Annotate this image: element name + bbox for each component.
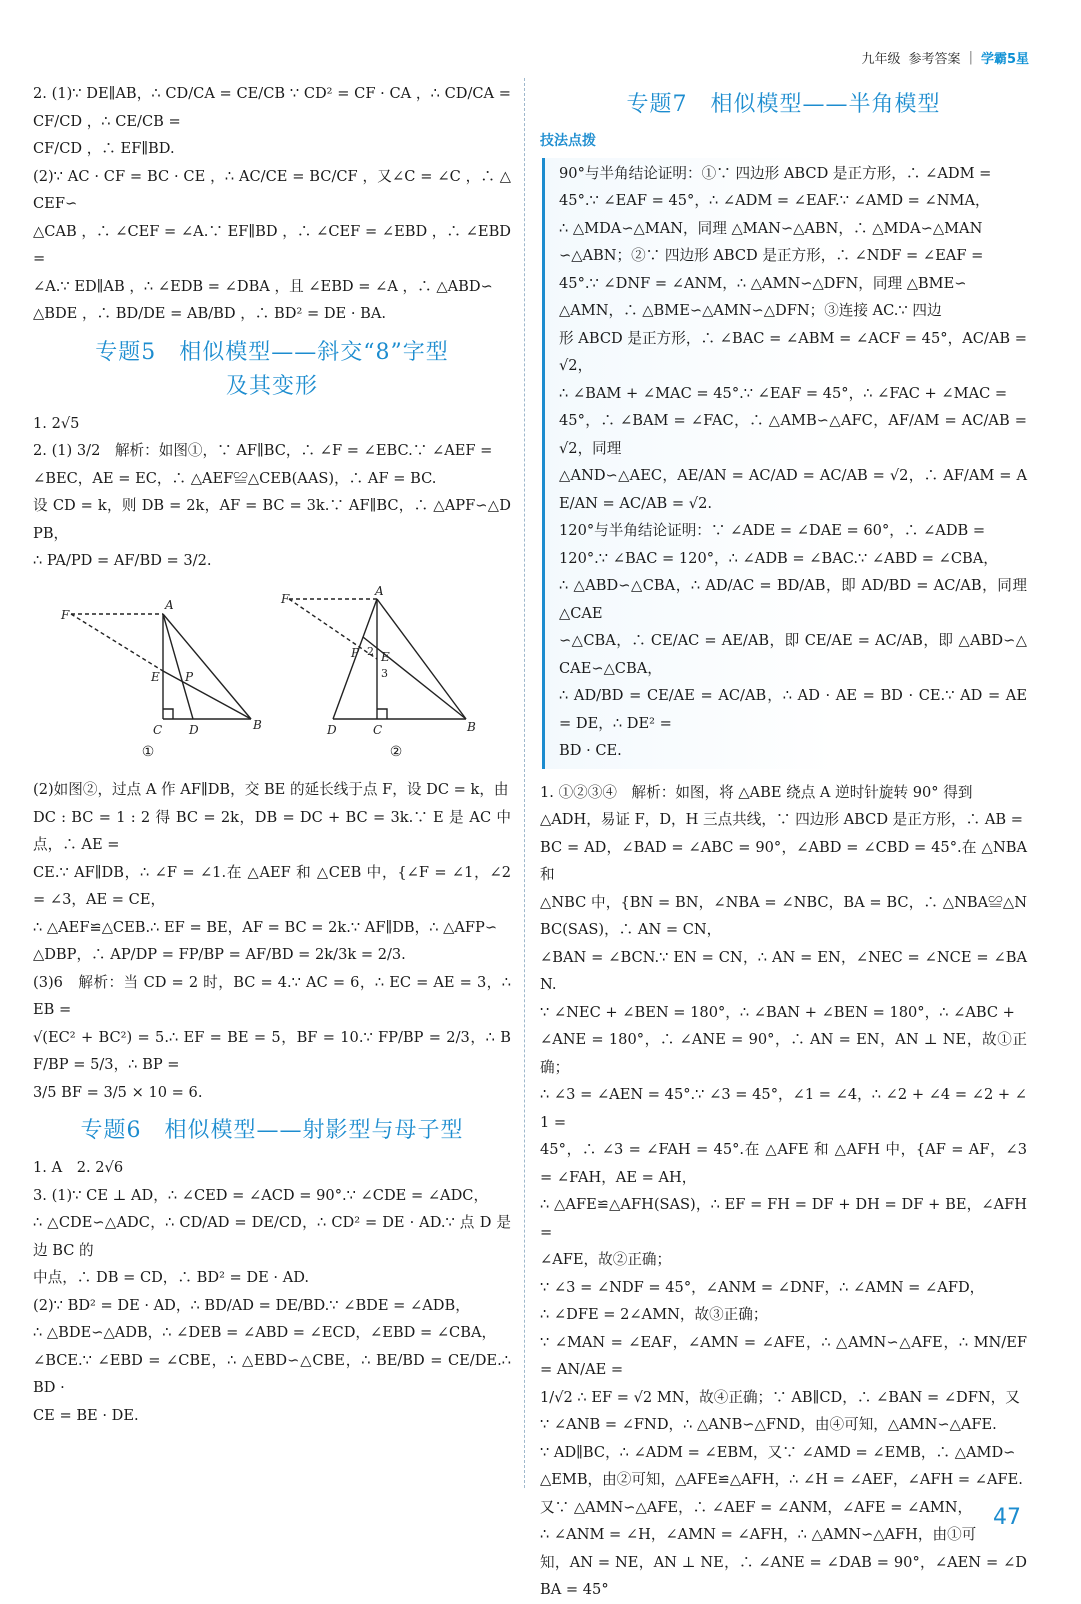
tip-line: 45°，∴ ∠BAM = ∠FAC，∴ △AMB∽△AFC，AF/AM = AC/AB = √2，同理 xyxy=(559,412,1027,457)
topic6-line: ∠BCE.∵ ∠EBD = ∠CBE，∴ △EBD∽△CBE，∴ BE/BD = CE/DE.∴ BD · xyxy=(33,1351,511,1396)
intro-line: CF/CD ，∴ EF∥BD. xyxy=(33,140,175,157)
svg-text:D: D xyxy=(327,722,337,737)
column-divider xyxy=(524,78,525,1488)
svg-text:D: D xyxy=(189,722,199,737)
topic5-title-line1: 专题5 相似模型——斜交“8”字型 xyxy=(95,339,449,365)
topic6-line: CE = BE · DE. xyxy=(33,1406,139,1424)
tip-line: 45°.∵ ∠DNF = ∠ANM，∴ △AMN∽△DFN，同理 △BME∽ xyxy=(559,274,967,292)
topic6-line: ∴ △BDE∽△ADB，∴ ∠DEB = ∠ABD = ∠ECD，∠EBD = ∠CBA， xyxy=(33,1324,497,1341)
answer-line: △NBC 中，{BN = BN，∠NBA = ∠NBC，BA = BC，∴ △NBA≌△NBC(SAS)，∴ AN = CN， xyxy=(540,893,1027,938)
answer-line: BC = AD，∠BAD = ∠ABC = 90°，∠ABD = ∠CBD = 45°.在 △NBA 和 xyxy=(540,838,1027,883)
topic5-line: 2. (1) 3/2 解析：如图①，∵ AF∥BC，∴ ∠F = ∠EBC.∵ ∠AEF = xyxy=(33,442,493,459)
header-brand: 学霸5星 xyxy=(980,52,1029,67)
tip-line: ∴ △MDA∽△MAN，同理 △MAN∽△ABN，∴ △MDA∽△MAN xyxy=(559,219,983,237)
answer-line: 知，AN = NE，AN ⊥ NE，∴ ∠ANE = ∠DAB = 90°，∠AEN = ∠DBA = 45° xyxy=(540,1553,1027,1598)
answer-line: ∠AFE，故②正确； xyxy=(540,1251,672,1268)
diagram-1 xyxy=(33,589,263,767)
page-number: 47 xyxy=(993,1505,1021,1530)
svg-text:P: P xyxy=(351,645,360,660)
answer-line: ∴ △AFE≌△AFH(SAS)，∴ EF = FH = DF + DH = DF + BE，∠AFH = xyxy=(540,1196,1027,1241)
answer-line: △ADH，易证 F，D，H 三点共线，∵ 四边形 ABCD 是正方形，∴ AB = xyxy=(540,811,1023,828)
topic5-line: 设 CD = k，则 DB = 2k，AF = BC = 3k.∵ AF∥BC，∴ △APF∽△DPB， xyxy=(33,497,511,542)
answer-line: △EMB，由②可知，△AFE≌△AFH，∴ ∠H = ∠AEF，∠AFH = ∠AFE. xyxy=(540,1471,1023,1488)
topic6-line: 1. A 2. 2√6 xyxy=(33,1159,124,1176)
topic6-line: 3. (1)∵ CE ⊥ AD，∴ ∠CED = ∠ACD = 90°.∵ ∠CDE = ∠ADC， xyxy=(33,1186,489,1204)
tip-line: ∴ ∠BAM + ∠MAC = 45°.∵ ∠EAF = 45°，∴ ∠FAC + ∠MAC = xyxy=(559,384,1008,402)
topic5-line: √(EC² + BC²) = 5.∴ EF = BE = 5，BF = 10.∵ FP/BP = 2/3，∴ BF/BP = 5/3，∴ BP = xyxy=(33,1028,511,1073)
topic5-diagrams xyxy=(33,583,511,767)
answer-line: ∵ AD∥BC，∴ ∠ADM = ∠EBM，又∵ ∠AMD = ∠EMB，∴ △AMD∽ xyxy=(540,1443,1016,1461)
tip-line: 90°与半角结论证明：①∵ 四边形 ABCD 是正方形，∴ ∠ADM = xyxy=(559,164,992,182)
answer-line: 又∵ △AMN∽△AFE，∴ ∠AEF = ∠ANM，∠AFE = ∠AMN， xyxy=(540,1498,973,1516)
answer-line: ∵ ∠ANB = ∠FND，∴ △ANB∽△FND，由④可知，△AMN∽△AFE. xyxy=(540,1416,997,1433)
svg-text:2: 2 xyxy=(367,644,374,658)
svg-text:E: E xyxy=(381,649,390,664)
header-separator: | xyxy=(968,50,973,65)
page-header xyxy=(862,48,1029,67)
answer-line: 45°，∴ ∠3 = ∠FAH = 45°.在 △AFE 和 △AFH 中，{AF = AF，∠3 = ∠FAH，AE = AH， xyxy=(540,1141,1027,1186)
svg-text:F: F xyxy=(61,607,70,622)
topic5-line: 3/5 BF = 3/5 × 10 = 6. xyxy=(33,1083,203,1101)
topic6-line: 中点，∴ DB = CD，∴ BD² = DE · AD. xyxy=(33,1269,310,1286)
topic5-title xyxy=(33,336,511,404)
topic5-title-line2: 及其变形 xyxy=(225,373,318,399)
tip-line: ∴ AD/BD = CE/AE = AC/AB，∴ AD · AE = BD · CE.∵ AD = AE = DE，∴ DE² = xyxy=(559,687,1027,732)
tip-line: 120°与半角结论证明：∵ ∠ADE = ∠DAE = 60°，∴ ∠ADB = xyxy=(559,522,986,539)
diagram-2-svg xyxy=(281,583,501,739)
answer-line: 1/√2 ∴ EF = √2 MN，故④正确；∵ AB∥CD，∴ ∠BAN = ∠DFN，又 xyxy=(540,1388,1020,1406)
topic6-title: 专题6 相似模型——射影型与母子型 xyxy=(80,1118,464,1143)
intro-line: △CAB ，∴ ∠CEF = ∠A.∵ EF∥BD ，∴ ∠CEF = ∠EBD ，∴ ∠EBD = xyxy=(33,222,511,267)
header-section: 参考答案 xyxy=(908,52,961,67)
diagram-2-label: ② xyxy=(389,743,403,760)
answer-line: ∵ ∠NEC + ∠BEN = 180°，∴ ∠BAN + ∠BEN = 180°，∴ ∠ABC + xyxy=(540,1003,1015,1021)
answer-line: ∠ANE = 180°，∴ ∠ANE = 90°，∴ AN = EN，AN ⊥ NE，故①正确； xyxy=(540,1031,1027,1076)
tip-line: ∴ △ABD∽△CBA，∴ AD/AC = BD/AB，即 AD/BD = AC/AB，同理 △CAE xyxy=(559,577,1027,622)
svg-text:C: C xyxy=(153,722,163,737)
topic5-line: △DBP，∴ AP/DP = FP/BP = AF/BD = 2k/3k = 2/3. xyxy=(33,946,406,963)
svg-text:C: C xyxy=(373,722,383,737)
diagram-1-svg xyxy=(33,589,262,739)
tip-line: ∽△CBA，∴ CE/AC = AE/AB，即 CE/AE = AC/AB，即 △ABD∽△CAE∽△CBA， xyxy=(559,632,1027,677)
tip-line: BD · CE. xyxy=(559,742,622,759)
topic7-title: 专题7 相似模型——半角模型 xyxy=(626,92,941,117)
header-grade: 九年级 xyxy=(861,52,901,67)
svg-text:E: E xyxy=(151,669,160,684)
svg-text:B: B xyxy=(467,719,476,734)
tip-label: 技法点拨 xyxy=(540,133,596,149)
tip-line: ∽△ABN；②∵ 四边形 ABCD 是正方形，∴ ∠NDF = ∠EAF = xyxy=(559,247,984,264)
answer-line: ∵ ∠3 = ∠NDF = 45°，∠ANM = ∠DNF，∴ ∠AMN = ∠AFD， xyxy=(540,1278,985,1296)
svg-text:F: F xyxy=(281,591,290,606)
intro-line: 2. (1)∵ DE∥AB，∴ CD/CA = CE/CB ∵ CD² = CF · CA ，∴ CD/CA = CF/CD ，∴ CE/CB = xyxy=(33,85,511,130)
topic5-line: ∴ PA/PD = AF/BD = 3/2. xyxy=(33,552,212,569)
answer-line: 1. ①②③④ 解析：如图，将 △ABE 绕点 A 逆时针旋转 90° 得到 xyxy=(540,783,973,801)
diagram-2 xyxy=(281,583,511,767)
topic5-line: (3)6 解析：当 CD = 2 时，BC = 4.∵ AC = 6，∴ EC = AE = 3，∴ EB = xyxy=(33,973,511,1018)
tip-line: 45°.∵ ∠EAF = 45°，∴ ∠ADM = ∠EAF.∵ ∠AMD = ∠NMA， xyxy=(559,192,990,209)
topic5-line: CE.∵ AF∥DB，∴ ∠F = ∠1.在 △AEF 和 △CEB 中，{∠F = ∠1，∠2 = ∠3，AE = CE， xyxy=(33,863,511,908)
topic5-line: 1. 2√5 xyxy=(33,414,80,432)
answer-line: ∴ ∠3 = ∠AEN = 45°.∵ ∠3 = 45°，∠1 = ∠4，∴ ∠2 + ∠4 = ∠2 + ∠1 = xyxy=(540,1086,1027,1131)
svg-text:B: B xyxy=(253,717,262,732)
answer-line: ∠BAN = ∠BCN.∵ EN = CN，∴ AN = EN，∠NEC = ∠NCE = ∠BAN. xyxy=(540,948,1027,993)
intro-line: (2)∵ AC · CF = BC · CE ，∴ AC/CE = BC/CF ，又∠C = ∠C ，∴ △CEF∽ xyxy=(33,167,511,212)
tip-line: 形 ABCD 是正方形，∴ ∠BAC = ∠ABM = ∠ACF = 45°，AC/AB = √2， xyxy=(559,329,1027,374)
topic5-line: (2)如图②，过点 A 作 AF∥DB，交 BE 的延长线于点 F，设 DC = k，由 xyxy=(33,781,509,798)
answer-line: ∵ ∠MAN = ∠EAF，∠AMN = ∠AFE，∴ △AMN∽△AFE，∴ MN/EF = AN/AE = xyxy=(540,1333,1027,1378)
topic5-line: ∠BEC，AE = EC，∴ △AEF≌△CEB(AAS)，∴ AF = BC. xyxy=(33,469,437,487)
svg-text:A: A xyxy=(375,583,384,598)
tip-line: △AND∽△AEC，AE/AN = AC/AD = AC/AB = √2，∴ AF/AM = AE/AN = AC/AB = √2. xyxy=(559,467,1027,512)
svg-text:A: A xyxy=(165,597,174,612)
left-column xyxy=(33,80,511,1429)
topic6-line: (2)∵ BD² = DE · AD，∴ BD/AD = DE/BD.∵ ∠BDE = ∠ADB， xyxy=(33,1296,470,1314)
answer-line: ∴ ∠ANM = ∠H，∠AMN = ∠AFH，∴ △AMN∽△AFH，由①可 xyxy=(540,1526,977,1543)
tip-line: △AMN，∴ △BME∽△AMN∽△DFN；③连接 AC.∵ 四边 xyxy=(559,302,942,319)
topic5-line: DC : BC = 1 : 2 得 BC = 2k，DB = DC + BC = 3k.∵ E 是 AC 中点，∴ AE = xyxy=(33,808,511,853)
tip-box xyxy=(542,158,1027,769)
svg-text:3: 3 xyxy=(381,666,388,680)
right-column xyxy=(540,80,1027,1604)
intro-line: △BDE ，∴ BD/DE = AB/BD ，∴ BD² = DE · BA. xyxy=(33,305,386,322)
answer-line: ∴ ∠DFE = 2∠AMN，故③正确； xyxy=(540,1306,768,1323)
intro-line: ∠A.∵ ED∥AB ，∴ ∠EDB = ∠DBA ，且 ∠EBD = ∠A ，∴ △ABD∽ xyxy=(33,277,493,295)
topic6-line: ∴ △CDE∽△ADC，∴ CD/AD = DE/CD，∴ CD² = DE · AD.∵ 点 D 是边 BC 的 xyxy=(33,1214,511,1259)
tip-line: 120°.∵ ∠BAC = 120°，∴ ∠ADB = ∠BAC.∵ ∠ABD = ∠CBA， xyxy=(559,549,998,567)
svg-text:P: P xyxy=(185,669,194,684)
topic5-line: ∴ △AEF≌△CEB.∴ EF = BE，AF = BC = 2k.∵ AF∥DB，∴ △AFP∽ xyxy=(33,918,498,936)
diagram-1-label: ① xyxy=(141,743,155,760)
